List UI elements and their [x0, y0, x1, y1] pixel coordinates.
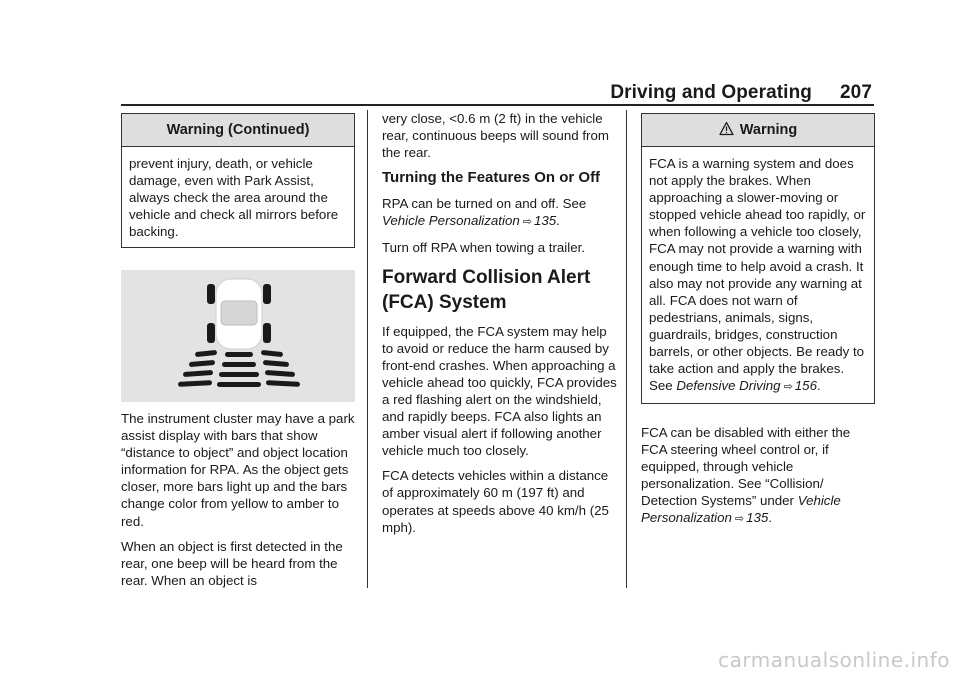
fca-warning-body: FCA is a warning system and does not apply the brakes. When approaching a slower-moving or stopped vehicle ahead too rapidly, or when following a vehicle too closely, FCA may not provide a warning with enough time to help avoid a crash. It also may not provide any warning at all. FCA does not warn of pedestrians, animals, signs, guardrails, bridges, construction barrels, or other objects. Be ready to take action and apply the brakes. See [649, 156, 866, 394]
section-title: Driving and Operating [610, 82, 812, 103]
period: . [816, 378, 821, 394]
link-vehicle-personalization[interactable]: Vehicle Personalization [382, 213, 520, 229]
period: . [556, 213, 560, 229]
fca-warning-header [642, 114, 874, 147]
column-divider-1 [367, 110, 368, 588]
paragraph-fca-disable [641, 424, 877, 529]
watermark: carmanualsonline.info [718, 648, 950, 672]
link-vehicle-personalization[interactable]: Vehicle Personalization [641, 493, 841, 526]
paragraph-fca-intro: If equipped, the FCA system may help to avoid or reduce the harm caused by front-end crashes. When approaching a vehicle ahead too quickly, FCA provides a red flashing alert on the windshield, and rapidly beeps. FCA also lights an amber visual alert if following another vehicle much too closely. [382, 323, 617, 459]
warning-continued-box [121, 113, 355, 248]
link-defensive-driving[interactable]: Defensive Driving [676, 378, 781, 394]
page-number: 207 [839, 82, 872, 103]
fca-disable-text: FCA can be disabled with either the FCA steering wheel control or, if equipped, through vehicle personalization. See “Collision/ Detection Systems” under [641, 425, 851, 509]
paragraph-towing: Turn off RPA when towing a trailer. [382, 240, 586, 256]
column-2-text [382, 110, 618, 544]
period: . [768, 510, 773, 526]
warning-continued-text: prevent injury, death, or vehicle damage, even with Park Assist, always check the area around the vehicle and check all mirrors before backing. [129, 156, 339, 240]
page-reference-arrow-icon: ⇨ [734, 513, 745, 526]
fca-warning-text [642, 147, 874, 403]
page-reference[interactable]: 156 [794, 378, 817, 394]
page-header [610, 82, 872, 104]
warning-continued-title: Warning (Continued) [122, 114, 354, 147]
page-reference-arrow-icon: ⇨ [522, 216, 532, 229]
rpa-on-off-text: RPA can be turned on and off. See [382, 196, 587, 212]
park-assist-car-icon [121, 270, 355, 402]
column-1-text [121, 410, 357, 597]
paragraph-park-assist-display: The instrument cluster may have a park assist display with bars that show “distance to object” and object location information for RPA. As the object gets closer, more bars light up and the bars change color from yellow to amber to red. [121, 411, 355, 529]
heading-fca-system: Forward Collision Alert (FCA) System [382, 266, 591, 313]
heading-turning-features: Turning the Features On or Off [382, 169, 601, 187]
warning-icon [719, 121, 734, 136]
paragraph-rpa-on-off [382, 195, 618, 231]
paragraph-continuous-beeps: very close, <0.6 m (2 ft) in the vehicle rear, continuous beeps will sound from the rear. [382, 111, 609, 161]
column-divider-2 [626, 110, 627, 588]
page-reference[interactable]: 135 [746, 510, 769, 526]
header-rule [121, 104, 874, 106]
park-assist-display-illustration [121, 270, 355, 402]
page-reference-arrow-icon: ⇨ [783, 381, 793, 394]
paragraph-fca-detects: FCA detects vehicles within a distance of approximately 60 m (197 ft) and operates at speeds above 40 km/h (25 mph). [382, 468, 609, 535]
paragraph-first-detected: When an object is first detected in the rear, one beep will be heard from the rear. When an object is [121, 538, 343, 588]
column-3-text [641, 424, 877, 537]
page-reference[interactable]: 135 [533, 213, 557, 229]
fca-warning-box [641, 113, 875, 404]
fca-warning-title: Warning [739, 122, 798, 138]
